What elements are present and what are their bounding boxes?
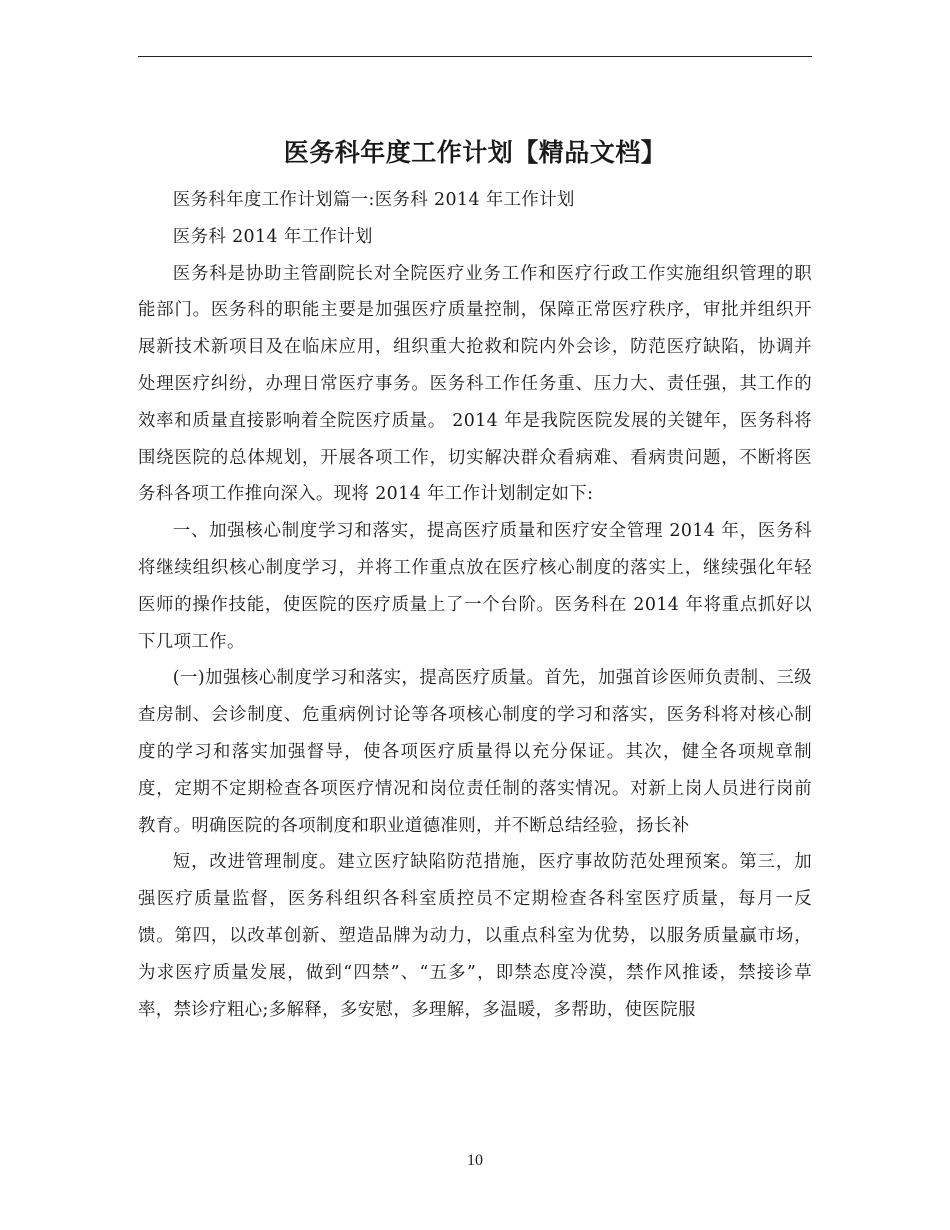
document-body (138, 182, 812, 1028)
paragraph-subsection-one: (一)加强核心制度学习和落实，提高医疗质量。首先，加强首诊医师负责制、三级查房制、会诊制度、危重病例讨论等各项核心制度的学习和落实，医务科将对核心制度的学习和落实加强督导，使各项医疗质量得以充分保证。其次，健全各项规章制度，定期不定期检查各项医疗情况和岗位责任制的落实情况。对新上岗人员进行岗前教育。明确医院的各项制度和职业道德准则，并不断总结经验，扬长补 (138, 668, 812, 836)
paragraph-section-one: 一、加强核心制度学习和落实，提高医疗质量和医疗安全管理 2014 年，医务科将继续组织核心制度学习，并将工作重点放在医疗核心制度的落实上，继续强化年轻医师的操作技能，使医院的医疗质量上了一个台阶。医务科在 2014 年将重点抓好以下几项工作。 (138, 521, 812, 652)
paragraph-continued: 短，改进管理制度。建立医疗缺陷防范措施，医疗事故防范处理预案。第三，加强医疗质量监督，医务科组织各科室质控员不定期检查各科室医疗质量，每月一反馈。第四，以改革创新、塑造品牌为动力，以重点科室为优势，以服务质量赢市场，为求医疗质量发展，做到“四禁”、“五多”，即禁态度冷漠，禁作风推诿，禁接诊草率，禁诊疗粗心;多解释，多安慰，多理解，多温暖，多帮助，使医院服 (138, 852, 812, 1020)
page-number: 10 (467, 1152, 483, 1169)
page-title: 医务科年度工作计划【精品文档】 (283, 138, 667, 167)
header-rule (138, 56, 812, 57)
paragraph-intro: 医务科是协助主管副院长对全院医疗业务工作和医疗行政工作实施组织管理的职能部门。医务科的职能主要是加强医疗质量控制，保障正常医疗秩序，审批并组织开展新技术新项目及在临床应用，组织重大抢救和院内外会诊，防范医疗缺陷，协调并处理医疗纠纷，办理日常医疗事务。医务科工作任务重、压力大、责任强，其工作的效率和质量直接影响着全院医疗质量。 2014 年是我院医院发展的关键年，医务科将围绕医院的总体规划，开展各项工作，切实解决群众看病难、看病贵问题，不断将医务科各项工作推向深入。现将 2014 年工作计划制定如下: (138, 263, 812, 505)
paragraph-subtitle: 医务科年度工作计划篇一:医务科 2014 年工作计划 (172, 190, 575, 210)
paragraph-heading: 医务科 2014 年工作计划 (172, 226, 373, 247)
